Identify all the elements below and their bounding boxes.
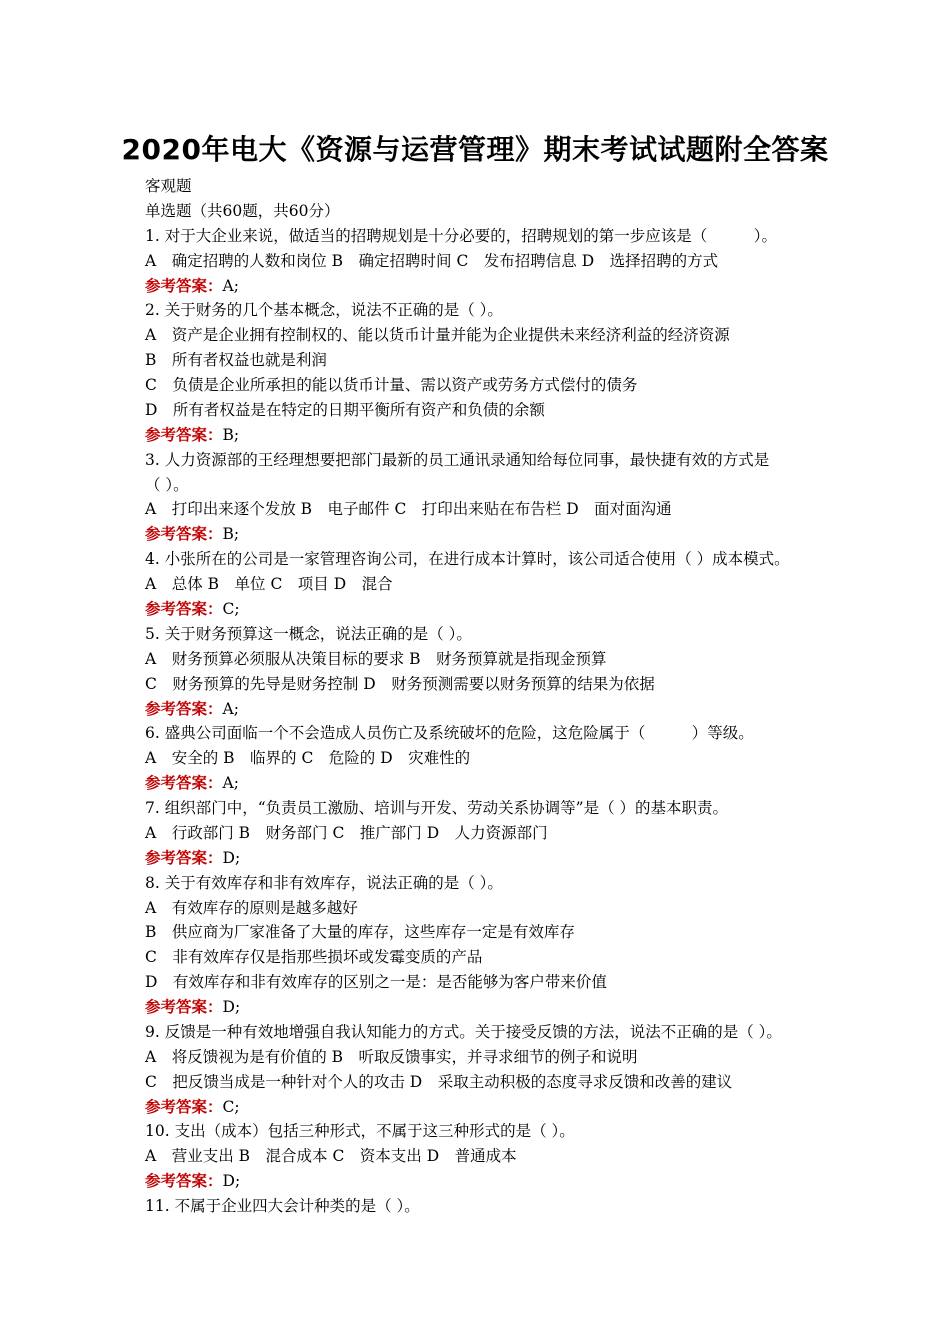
answer-line xyxy=(145,699,905,719)
answer-line xyxy=(145,599,905,619)
answer-label: 参考答案： xyxy=(145,998,223,1016)
question-line: D 所有者权益是在特定的日期平衡所有资产和负债的余额 xyxy=(145,400,545,419)
answer-label: 参考答案： xyxy=(145,1172,223,1191)
question-line: C 财务预算的先导是财务控制 D 财务预测需要以财务预算的结果为依据 xyxy=(145,674,655,693)
answer-value: C; xyxy=(222,600,240,618)
answer-line xyxy=(145,997,905,1017)
question-line: A 总体 B 单位 C 项目 D 混合 xyxy=(145,575,393,594)
question-line: 6. 盛典公司面临一个不会造成人员伤亡及系统破坏的危险，这危险属于（ ）等级。 xyxy=(145,724,754,743)
question-line: 客观题 xyxy=(145,177,192,195)
answer-value: D; xyxy=(222,998,241,1016)
answer-value: B; xyxy=(222,525,240,544)
question-line: A 营业支出 B 混合成本 C 资本支出 D 普通成本 xyxy=(145,1147,517,1166)
answer-label: 参考答案： xyxy=(145,774,223,793)
answer-line xyxy=(145,1097,905,1117)
question-line: B 所有者权益也就是利润 xyxy=(145,351,327,370)
question-line: 4. 小张所在的公司是一家管理咨询公司，在进行成本计算时，该公司适合使用（ ）成本模式。 xyxy=(145,550,790,569)
question-line: 7. 组织部门中，“负责员工激励、培训与开发、劳动关系协调等”是（ ）的基本职责。 xyxy=(145,799,728,817)
question-line: （ ）。 xyxy=(145,475,189,494)
answer-line xyxy=(145,773,905,793)
question-line: 5. 关于财务预算这一概念，说法正确的是（ ）。 xyxy=(145,624,472,643)
answer-value: D; xyxy=(222,1172,241,1191)
question-line: A 资产是企业拥有控制权的、能以货币计量并能为企业提供未来经济利益的经济资源 xyxy=(145,326,730,345)
question-line: 3. 人力资源部的王经理想要把部门最新的员工通讯录通知给每位同事，最快捷有效的方式是 xyxy=(145,450,770,469)
answer-value: B; xyxy=(222,425,240,444)
answer-label: 参考答案： xyxy=(145,276,223,295)
question-line: 2. 关于财务的几个基本概念，说法不正确的是（ ）。 xyxy=(145,301,503,320)
answer-label: 参考答案： xyxy=(145,1097,223,1116)
question-line: 9. 反馈是一种有效地增强自我认知能力的方式。关于接受反馈的方法，说法不正确的是（ ）。 xyxy=(145,1022,782,1041)
answer-label: 参考答案： xyxy=(145,525,223,544)
question-line: 11. 不属于企业四大会计种类的是（ ）。 xyxy=(145,1197,420,1216)
document-title: 2020年电大《资源与运营管理》期末考试试题附全答案 xyxy=(121,133,829,166)
question-line: 1. 对于大企业来说，做适当的招聘规划是十分必要的，招聘规划的第一步应该是（ ）。 xyxy=(145,226,777,245)
answer-line xyxy=(145,1171,905,1191)
answer-value: A; xyxy=(222,699,239,718)
answer-value: D; xyxy=(222,848,241,867)
question-line: D 有效库存和非有效库存的区别之一是：是否能够为客户带来价值 xyxy=(145,973,607,992)
answer-line xyxy=(145,524,905,544)
answer-value: C; xyxy=(222,1097,240,1116)
question-line: 10. 支出（成本）包括三种形式，不属于这三种形式的是（ ）。 xyxy=(145,1122,575,1141)
question-line: A 安全的 B 临界的 C 危险的 D 灾难性的 xyxy=(145,749,471,768)
question-line: B 供应商为厂家准备了大量的库存，这些库存一定是有效库存 xyxy=(145,923,575,942)
question-line: A 财务预算必须服从决策目标的要求 B 财务预算就是指现金预算 xyxy=(145,649,607,668)
answer-line xyxy=(145,425,905,445)
answer-line xyxy=(145,276,905,296)
question-line: 8. 关于有效库存和非有效库存，说法正确的是（ ）。 xyxy=(145,873,503,892)
question-line: A 将反馈视为是有价值的 B 听取反馈事实，并寻求细节的例子和说明 xyxy=(145,1047,638,1066)
question-line: C 非有效库存仅是指那些损坏或发霉变质的产品 xyxy=(145,948,483,967)
answer-label: 参考答案： xyxy=(145,848,223,867)
question-line: A 行政部门 B 财务部门 C 推广部门 D 人力资源部门 xyxy=(145,823,548,842)
question-line: A 确定招聘的人数和岗位 B 确定招聘时间 C 发布招聘信息 D 选择招聘的方式 xyxy=(145,251,719,270)
answer-line xyxy=(145,848,905,868)
question-line: C 负债是企业所承担的能以货币计量、需以资产或劳务方式偿付的债务 xyxy=(145,376,638,394)
question-line: C 把反馈当成是一种针对个人的攻击 D 采取主动积极的态度寻求反馈和改善的建议 xyxy=(145,1072,733,1091)
answer-label: 参考答案： xyxy=(145,425,223,444)
answer-label: 参考答案： xyxy=(145,699,223,718)
question-line: A 打印出来逐个发放 B 电子邮件 C 打印出来贴在布告栏 D 面对面沟通 xyxy=(145,500,672,519)
answer-value: A; xyxy=(222,276,239,295)
answer-label: 参考答案： xyxy=(145,600,223,618)
question-line: A 有效库存的原则是越多越好 xyxy=(145,898,358,917)
answer-value: A; xyxy=(222,774,239,793)
question-line: 单选题（共60题，共60分） xyxy=(145,201,340,220)
